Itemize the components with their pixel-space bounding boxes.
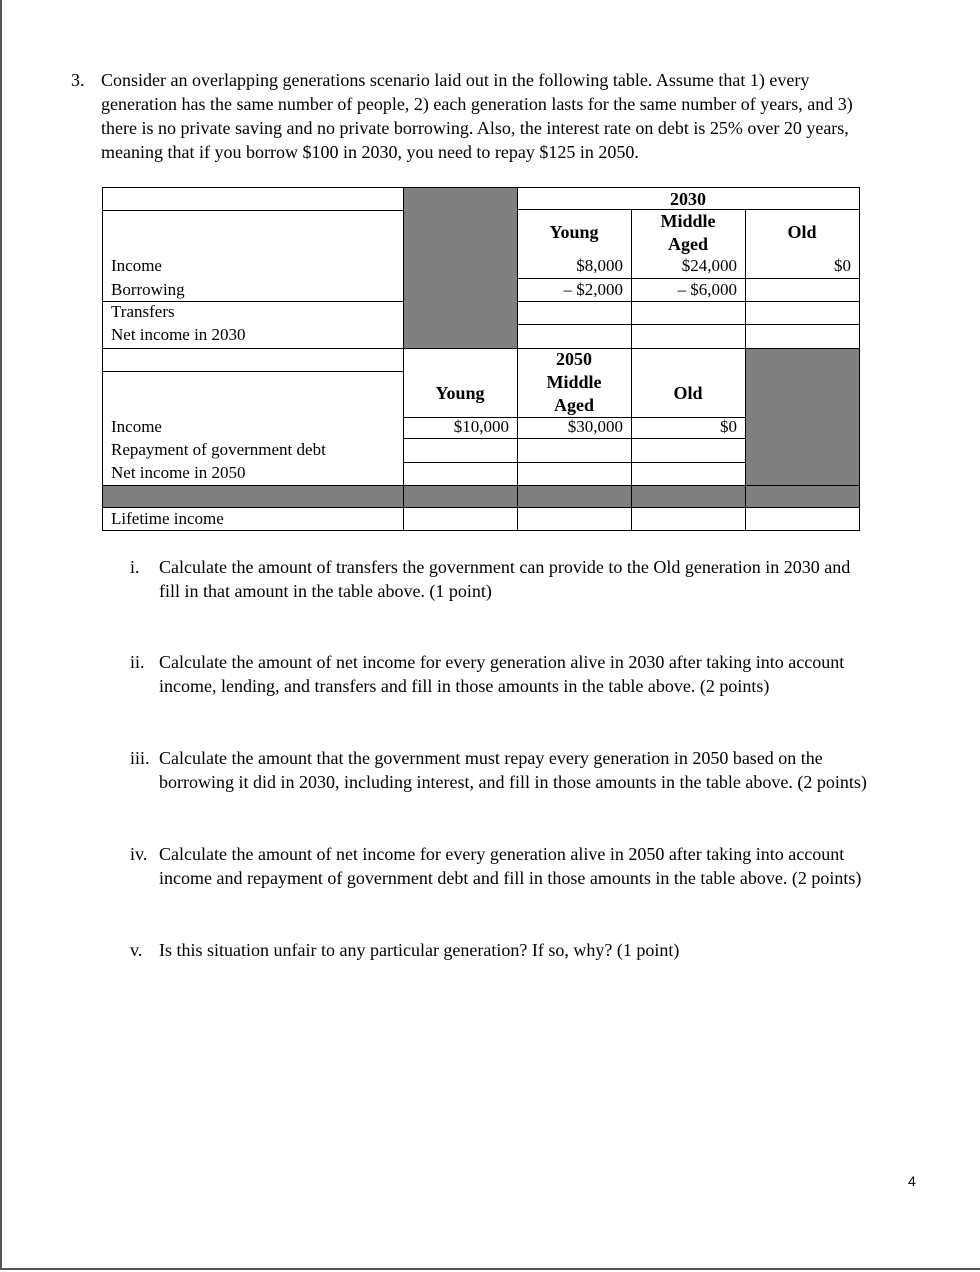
income-middle-2050: $30,000 bbox=[567, 417, 623, 436]
header-young-2050: Young bbox=[435, 383, 485, 403]
header-young-2030: Young bbox=[549, 222, 599, 242]
row-label-repayment: Repayment of government debt bbox=[111, 440, 326, 459]
row-label-income-2030: Income bbox=[111, 256, 162, 275]
income-young-2030: $8,000 bbox=[576, 256, 623, 275]
page-number: 4 bbox=[908, 1173, 916, 1189]
sub-question-line: income and repayment of government debt and fill in those amounts in the table above. (2 points) bbox=[159, 868, 862, 888]
sub-question-number: v. bbox=[130, 940, 143, 960]
header-old-2050: Old bbox=[673, 383, 703, 403]
question-text bbox=[101, 68, 921, 164]
header-old-2030: Old bbox=[787, 222, 817, 242]
income-old-2050: $0 bbox=[720, 417, 737, 436]
income-middle-2030: $24,000 bbox=[681, 256, 737, 275]
row-label-transfers: Transfers bbox=[111, 302, 175, 321]
row-label-lifetime-income: Lifetime income bbox=[111, 509, 224, 528]
question-line: meaning that if you borrow $100 in 2030, you need to repay $125 in 2050. bbox=[101, 142, 639, 162]
sub-question-number: iv. bbox=[130, 844, 148, 864]
question-line: there is no private saving and no private borrowing. Also, the interest rate on debt is 25% over 20 years, bbox=[101, 118, 849, 138]
borrowing-young-2030: – $2,000 bbox=[563, 280, 623, 299]
shaded-cell bbox=[403, 187, 517, 348]
question-number: 3. bbox=[71, 70, 85, 90]
sub-question-line: fill in that amount in the table above. (1 point) bbox=[159, 581, 492, 601]
sub-question-line: Calculate the amount of net income for every generation alive in 2030 after taking into account bbox=[159, 652, 845, 672]
borrowing-middle-2030: – $6,000 bbox=[677, 280, 737, 299]
row-label-net-income-2030: Net income in 2030 bbox=[111, 325, 246, 344]
row-label-income-2050: Income bbox=[111, 417, 162, 436]
sub-question-number: i. bbox=[130, 557, 140, 577]
year-2030-header: 2030 bbox=[670, 189, 706, 209]
row-label-borrowing: Borrowing bbox=[111, 280, 185, 299]
income-old-2030: $0 bbox=[834, 256, 851, 275]
header-middle-2030: Middle bbox=[660, 211, 716, 231]
header-middle-2050: Middle bbox=[546, 372, 602, 392]
sub-question-line: Calculate the amount of net income for every generation alive in 2050 after taking into account bbox=[159, 844, 845, 864]
question-line: generation has the same number of people, 2) each generation lasts for the same number of years, and 3) bbox=[101, 94, 853, 114]
sub-question-number: iii. bbox=[130, 748, 150, 768]
header-middle-2050: Aged bbox=[554, 395, 594, 415]
header-middle-2030: Aged bbox=[668, 234, 708, 254]
row-label-net-income-2050: Net income in 2050 bbox=[111, 463, 246, 482]
income-young-2050: $10,000 bbox=[453, 417, 509, 436]
sub-question-line: income, lending, and transfers and fill in those amounts in the table above. (2 points) bbox=[159, 676, 770, 696]
question-line: Consider an overlapping generations scenario laid out in the following table. Assume that 1) every bbox=[101, 70, 810, 90]
generations-table bbox=[102, 187, 860, 531]
sub-question-line: borrowing it did in 2030, including interest, and fill in those amounts in the table above. (2 points) bbox=[159, 772, 867, 792]
sub-question-line: Calculate the amount of transfers the government can provide to the Old generation in 2030 and bbox=[159, 557, 851, 577]
sub-question-line: Calculate the amount that the government must repay every generation in 2050 based on the bbox=[159, 748, 823, 768]
sub-question-line: Is this situation unfair to any particular generation? If so, why? (1 point) bbox=[159, 940, 680, 960]
year-2050-header: 2050 bbox=[556, 349, 592, 369]
shaded-separator-row bbox=[102, 485, 860, 507]
sub-question-number: ii. bbox=[130, 652, 145, 672]
shaded-cell bbox=[745, 348, 860, 485]
